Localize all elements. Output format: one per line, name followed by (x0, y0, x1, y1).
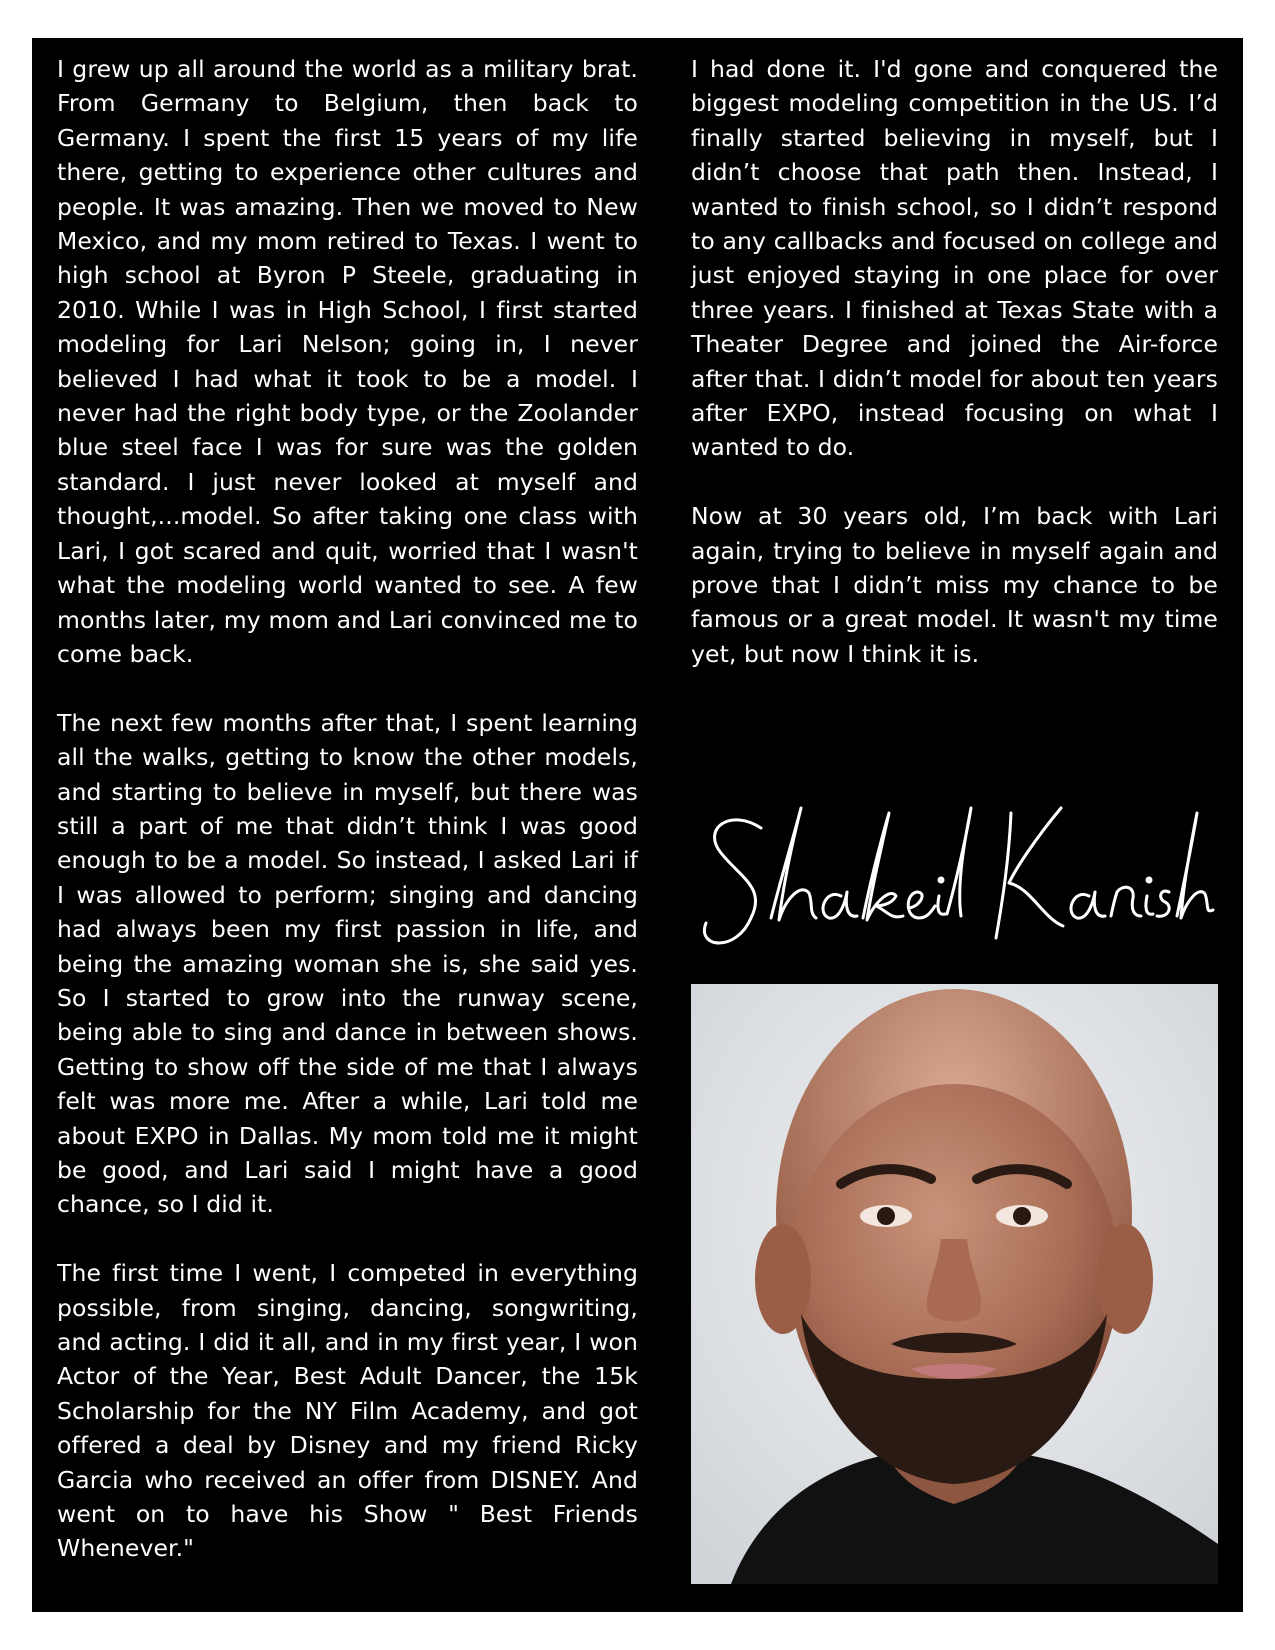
article-panel (32, 38, 1243, 1612)
paragraph-childhood: I grew up all around the world as a military brat. From Germany to Belgium, then back to Germany. I spent the first 15 years of my life there, getting to experience other cultures and people. It was amazing. Then we moved to New Mexico, and my mom retired to Texas. I went to high school at Byron P Steele, graduating in 2010. While I was in High School, I first started modeling for Lari Nelson; going in, I never believed I had what it took to be a model. I never had the right body type, or the Zoolander blue steel face I was for sure was the golden standard. I just never looked at myself and thought,...model. So after taking one class with Lari, I got scared and quit, worried that I wasn't what the modeling world wanted to see. A few months later, my mom and Lari convinced me to come back. (57, 55, 638, 668)
left-text-column (57, 52, 638, 1600)
paragraph-now: Now at 30 years old, I’m back with Lari again, trying to believe in myself again and prove that I didn’t miss my chance to be famous or a great model. It wasn't my time yet, but now I think it is. (691, 502, 1218, 668)
paragraph-expo: The first time I went, I competed in everything possible, from singing, dancing, songwriting, and acting. I did it all, and in my first year, I won Actor of the Year, Best Adult Dancer, the 15k Scholarship for the NY Film Academy, and got offered a deal by Disney and my friend Ricky Garcia who received an offer from DISNEY. And went on to have his Show " Best Friends Whenever." (57, 1259, 638, 1563)
handwritten-signature (691, 788, 1218, 978)
paragraph-performing: The next few months after that, I spent learning all the walks, getting to know the other models, and starting to believe in myself, but there was still a part of me that didn’t think I was good enough to be a model. So instead, I asked Lari if I was allowed to perform; singing and dancing had always been my first passion in life, and being the amazing woman she is, she said yes. So I started to grow into the runway scene, being able to sing and dance in between shows. Getting to show off the side of me that I always felt was more me. After a while, Lari told me about EXPO in Dallas. My mom told me it might be good, and Lari said I might have a good chance, so I did it. (57, 708, 638, 1219)
right-text-column (691, 52, 1218, 706)
paragraph-conquered: I had done it. I'd gone and conquered the biggest modeling competition in the US. I’d finally started believing in myself, but I didn’t choose that path then. Instead, I wanted to finish school, so I didn’t respond to any callbacks and focused on college and just enjoyed staying in one place for over three years. I finished at Texas State with a Theater Degree and joined the Air-force after that. I didn’t model for about ten years after EXPO, instead focusing on what I wanted to do. (691, 55, 1218, 462)
portrait-photo (691, 984, 1218, 1584)
